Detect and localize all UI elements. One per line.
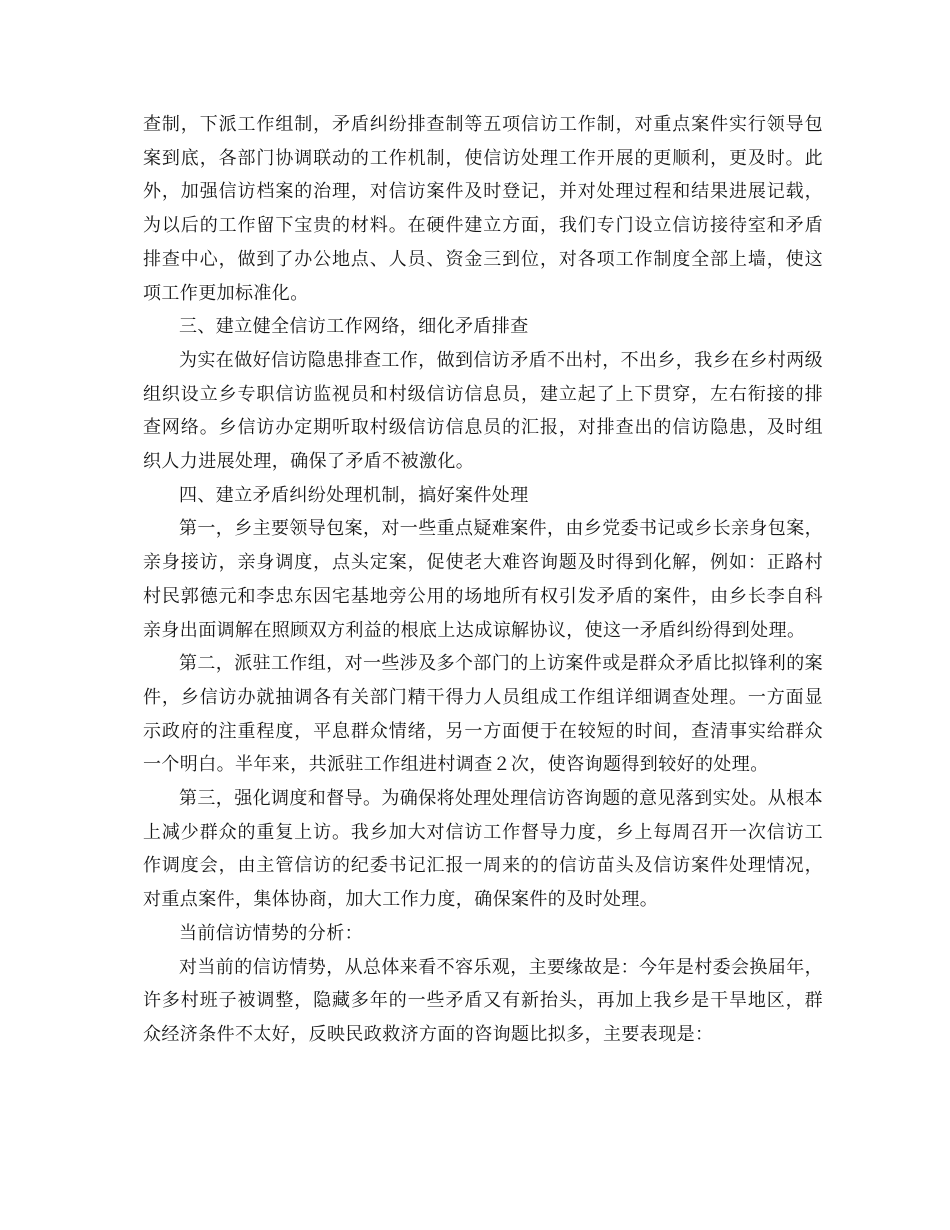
- paragraph: 第二，派驻工作组，对一些涉及多个部门的上访案件或是群众矛盾比拟锋利的案件，乡信访办就抽调各有关部门精干得力人员组成工作组详细调查处理。一方面显示政府的注重程度，平息群众情绪，另一方面便于在较短的时间，查清事实给群众一个明白。半年来，共派驻工作组进村调查２次，使咨询题得到较好的处理。: [143, 653, 823, 776]
- paragraph: 第一，乡主要领导包案，对一些重点疑难案件，由乡党委书记或乡长亲身包案，亲身接访，亲身调度，点头定案，促使老大难咨询题及时得到化解，例如：正路村村民郭德元和李忠东因宅基地旁公用的场地所有权引发矛盾的案件，由乡长李自科亲身出面调解在照顾双方利益的根底上达成谅解协议，使这一矛盾纠纷得到处理。: [143, 518, 823, 641]
- subheading-analysis: 当前信访情势的分析：: [179, 922, 363, 944]
- paragraph: 第三，强化调度和督导。为确保将处理处理信访咨询题的意见落到实处。从根本上减少群众的重复上访。我乡加大对信访工作督导力度，乡上每周召开一次信访工作调度会，由主管信访的纪委书记汇报一周来的的信访苗头及信访案件处理情况，对重点案件，集体协商，加大工作力度，确保案件的及时处理。: [143, 788, 823, 911]
- paragraph: 为实在做好信访隐患排查工作，做到信访矛盾不出村，不出乡，我乡在乡村两级组织设立乡专职信访监视员和村级信访信息员，建立起了上下贯穿，左右衔接的排查网络。乡信访办定期听取村级信访信息员的汇报，对排查出的信访隐患，及时组织人力进展处理，确保了矛盾不被激化。: [143, 349, 823, 473]
- paragraph: 对当前的信访情势，从总体来看不容乐观，主要缘故是：今年是村委会换届年，许多村班子被调整，隐藏多年的一些矛盾又有新抬头，再加上我乡是干旱地区，群众经济条件不太好，反映民政救济方面的咨询题比拟多，主要表现是：: [143, 956, 823, 1045]
- section-heading-3: 三、建立健全信访工作网络，细化矛盾排查: [179, 316, 529, 338]
- paragraph-continuation: 查制，下派工作组制，矛盾纠纷排查制等五项信访工作制，对重点案件实行领导包案到底，各部门协调联动的工作机制，使信访处理工作开展的更顺利，更及时。此外，加强信访档案的治理，对信访案件及时登记，并对处理过程和结果进展记载，为以后的工作留下宝贵的材料。在硬件建立方面，我们专门设立信访接待室和矛盾排查中心，做到了办公地点、人员、资金三到位，对各项工作制度全部上墙，使这项工作更加标准化。: [143, 114, 823, 304]
- section-heading-4: 四、建立矛盾纠纷处理机制，搞好案件处理: [179, 484, 529, 506]
- document-body: [143, 108, 823, 1052]
